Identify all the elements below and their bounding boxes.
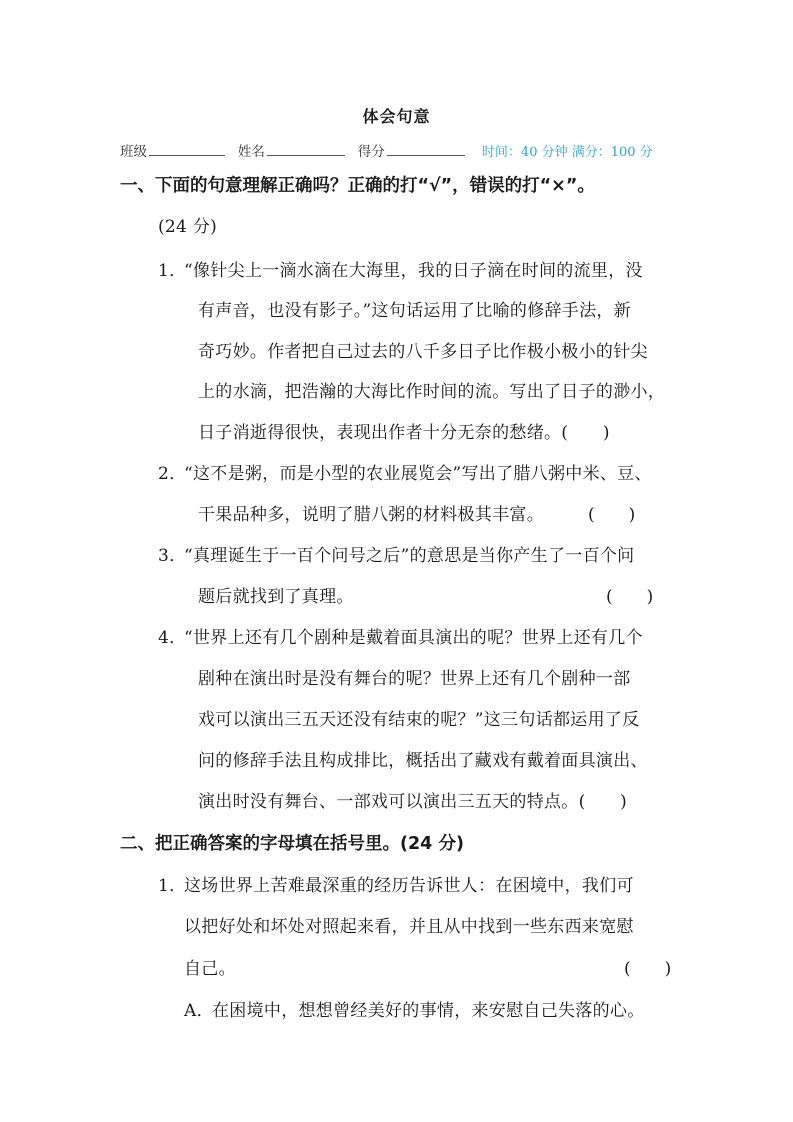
q3-answer-paren[interactable]: ( ) <box>606 587 654 607</box>
q1-line-2: 有声音，也没有影子。”这句话运用了比喻的修辞手法，新 <box>198 301 631 321</box>
name-label: 姓名 <box>237 144 265 160</box>
page-title: 体会句意 <box>362 107 431 126</box>
info-bar <box>120 140 653 160</box>
score-blank <box>387 141 465 156</box>
s2-q1-line-3: 自己。 <box>184 959 236 979</box>
q1-line-5: 日子消逝得很快，表现出作者十分无奈的愁绪。( ) <box>198 423 610 443</box>
q1-number: 1． <box>158 261 187 281</box>
q1-line-3: 奇巧妙。作者把自己过去的八千多日子比作极小极小的针尖 <box>198 342 648 362</box>
class-blank <box>149 141 225 156</box>
q4-line-2: 剧种在演出时是没有舞台的呢？世界上还有几个剧种一部 <box>198 669 631 689</box>
q4-line-5: 演出时没有舞台、一部戏可以演出三五天的特点。( ) <box>198 792 628 812</box>
q2-answer-paren[interactable]: ( ) <box>588 505 636 525</box>
q4-line-1: “世界上还有几个剧种是戴着面具演出的呢？世界上还有几个 <box>184 628 643 648</box>
score-label: 得分 <box>357 144 385 160</box>
q3-line-2: 题后就找到了真理。 <box>198 587 354 607</box>
q4-line-4: 问的修辞手法且构成排比，概括出了藏戏有戴着面具演出、 <box>198 751 648 771</box>
s2-q1-option-a-letter: A． <box>184 1001 214 1021</box>
s2-q1-line-2: 以把好处和坏处对照起来看，并且从中找到一些东西来宽慰 <box>184 917 634 937</box>
q1-line-4: 上的水滴，把浩瀚的大海比作时间的流。写出了日子的渺小， <box>198 382 666 402</box>
q4-number: 4． <box>158 628 187 648</box>
section1-points: (24 分) <box>158 217 218 237</box>
q1-line-1: “像针尖上一滴水滴在大海里，我的日子滴在时间的流里，没 <box>184 261 643 281</box>
s2-q1-option-a-text: 在困境中，想想曾经美好的事情，来安慰自己失落的心。 <box>212 1001 645 1021</box>
name-blank <box>267 141 345 156</box>
s2-q1-answer-paren[interactable]: ( ) <box>624 959 672 979</box>
q2-number: 2． <box>158 464 187 484</box>
q4-line-3: 戏可以演出三五天还没有结束的呢？”这三句话都运用了反 <box>198 710 640 730</box>
section1-heading: 一、下面的句意理解正确吗？正确的打“√”，错误的打“×”。 <box>120 176 595 196</box>
q2-line-2: 干果品种多，说明了腊八粥的材料极其丰富。 <box>198 505 544 525</box>
q3-number: 3． <box>158 546 187 566</box>
time-info: 时间：40 分钟 满分：100 分 <box>481 145 653 160</box>
q3-line-1: “真理诞生于一百个问号之后”的意思是当你产生了一百个问 <box>184 546 635 566</box>
q2-line-1: “这不是粥，而是小型的农业展览会”写出了腊八粥中米、豆、 <box>184 464 652 484</box>
s2-q1-line-1: 这场世界上苦难最深重的经历告诉世人：在困境中，我们可 <box>184 876 634 896</box>
class-label: 班级 <box>120 144 147 160</box>
section2-heading: 二、把正确答案的字母填在括号里。(24 分) <box>120 834 464 854</box>
s2-q1-number: 1． <box>158 876 187 896</box>
